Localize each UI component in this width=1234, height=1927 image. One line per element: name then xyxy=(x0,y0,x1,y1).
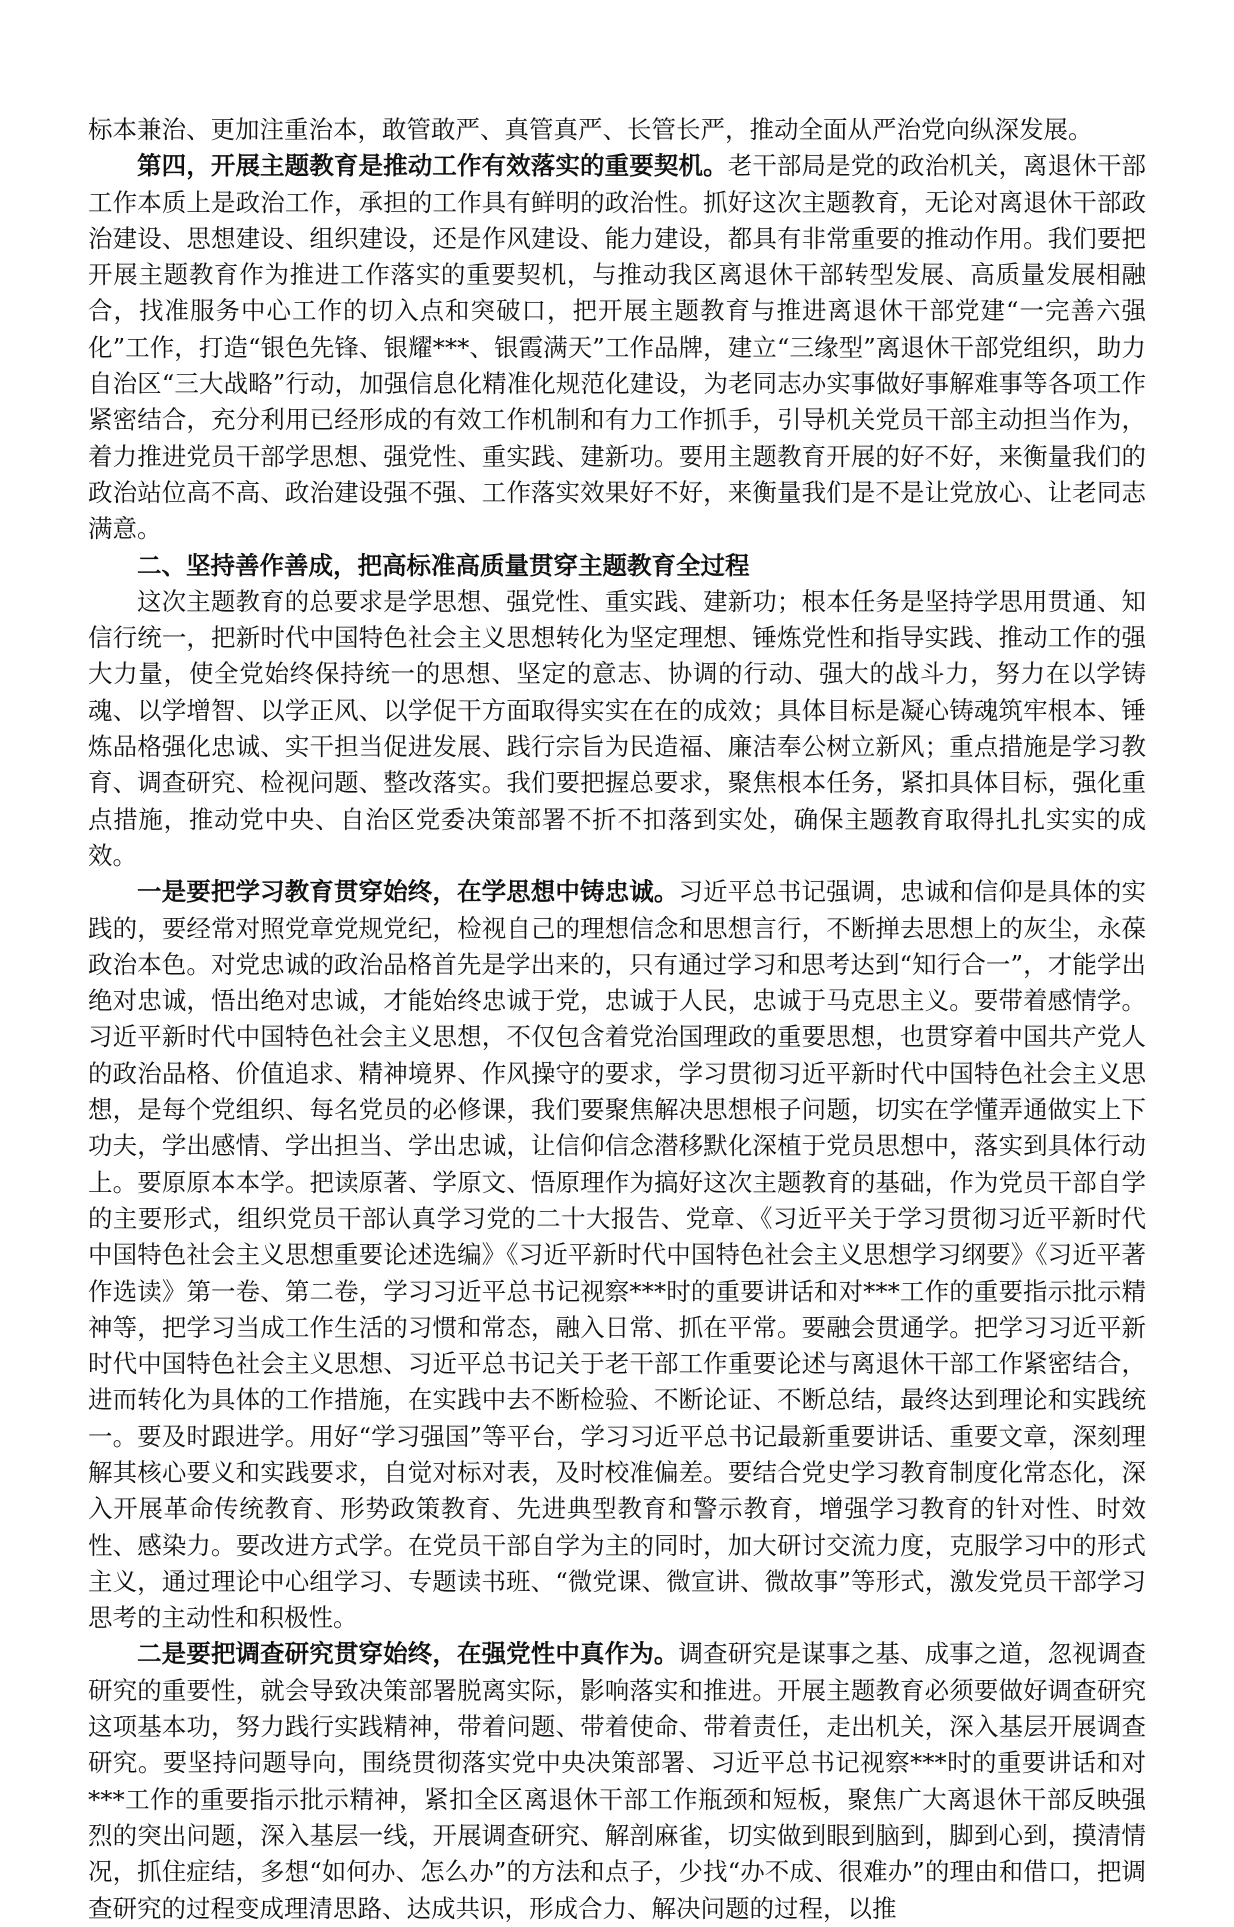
paragraph-body-fourth: 老干部局是党的政治机关，离退休干部工作本质上是政治工作，承担的工作具有鲜明的政治性。抓好这次主题教育，无论对离退休干部政治建设、思想建设、组织建设，还是作风建设、能力建设，都具有非常重要的推动作用。我们要把开展主题教育作为推进工作落实的重要契机，与推动我区离退休干部转型发展、高质量发展相融合，找准服务中心工作的切入点和突破口，把开展主题教育与推进离退休干部党建“一完善六强化”工作，打造“银色先锋、银耀***、银霞满天”工作品牌，建立“三缘型”离退休干部党组织，助力自治区“三大战略”行动，加强信息化精准化规范化建设，为老同志办实事做好事解难事等各项工作紧密结合，充分利用已经形成的有效工作机制和有力工作抓手，引导机关党员干部主动担当作为，着力推进党员干部学思想、强党性、重实践、建新功。要用主题教育开展的好不好，来衡量我们的政治站位高不高、政治建设强不强、工作落实效果好不好，来衡量我们是不是让党放心、让老同志满意。 xyxy=(88,151,1147,544)
paragraph-body-research: 调查研究是谋事之基、成事之道，忽视调查研究的重要性，就会导致决策部署脱离实际，影响落实和推进。开展主题教育必须要做好调查研究这项基本功，努力践行实践精神，带着问题、带着使命、带着责任，走出机关，深入基层开展调查研究。要坚持问题导向，围绕贯彻落实党中央决策部署、习近平总书记视察***时的重要讲话和对***工作的重要指示批示精神，紧扣全区离退休干部工作瓶颈和短板，聚焦广大离退休干部反映强烈的突出问题，深入基层一线，开展调查研究、解剖麻雀，切实做到眼到脑到，脚到心到，摸清情况，抓住症结，多想“如何办、怎么办”的方法和点子，少找“办不成、很难办”的理由和借口，把调查研究的过程变成理清思路、达成共识，形成合力、解决问题的过程，以推 xyxy=(88,1639,1147,1923)
paragraph-fourth-point xyxy=(88,148,1146,547)
section-heading-two-text: 二、坚持善作善成，把高标准高质量贯穿主题教育全过程 xyxy=(137,550,750,580)
section-heading-two xyxy=(88,548,1146,584)
paragraph-lead-fourth: 第四，开展主题教育是推动工作有效落实的重要契机。 xyxy=(137,151,728,181)
paragraph-investigation-research xyxy=(88,1636,1146,1926)
paragraph-lead-study: 一是要把学习教育贯穿始终，在学思想中铸忠诚。 xyxy=(137,877,679,907)
paragraph-body-study: 习近平总书记强调，忠诚和信仰是具体的实践的，要经常对照党章党规党纪，检视自己的理想信念和思想言行，不断掸去思想上的灰尘，永葆政治本色。对党忠诚的政治品格首先是学出来的，只有通过学习和思考达到“知行合一”，才能学出绝对忠诚，悟出绝对忠诚，才能始终忠诚于党，忠诚于人民，忠诚于马克思主义。要带着感情学。习近平新时代中国特色社会主义思想，不仅包含着党治国理政的重要思想，也贯穿着中国共产党人的政治品格、价值追求、精神境界、作风操守的要求，学习贯彻习近平新时代中国特色社会主义思想，是每个党组织、每名党员的必修课，我们要聚焦解决思想根子问题，切实在学懂弄通做实上下功夫，学出感情、学出担当、学出忠诚，让信仰信念潜移默化深植于党员思想中，落实到具体行动上。要原原本本学。把读原著、学原文、悟原理作为搞好这次主题教育的基础，作为党员干部自学的主要形式，组织党员干部认真学习党的二十大报告、党章、《习近平关于学习贯彻习近平新时代中国特色社会主义思想重要论述选编》《习近平新时代中国特色社会主义思想学习纲要》《习近平著作选读》第一卷、第二卷，学习习近平总书记视察***时的重要讲话和对***工作的重要指示批示精神等，把学习当成工作生活的习惯和常态，融入日常、抓在平常。要融会贯通学。把学习习近平新时代中国特色社会主义思想、习近平总书记关于老干部工作重要论述与离退休干部工作紧密结合，进而转化为具体的工作措施，在实践中去不断检验、不断论证、不断总结，最终达到理论和实践统一。要及时跟进学。用好“学习强国”等平台，学习习近平总书记最新重要讲话、重要文章，深刻理解其核心要义和实践要求，自觉对标对表，及时校准偏差。要结合党史学习教育制度化常态化，深入开展革命传统教育、形势政策教育、先进典型教育和警示教育，增强学习教育的针对性、时效性、感染力。要改进方式学。在党员干部自学为主的同时，加大研讨交流力度，克服学习中的形式主义，通过理论中心组学习、专题读书班、“微党课、微宣讲、微故事”等形式，激发党员干部学习思考的主动性和积极性。 xyxy=(88,877,1147,1633)
paragraph-continuation: 标本兼治、更加注重治本，敢管敢严、真管真严、长管长严，推动全面从严治党向纵深发展。 xyxy=(88,115,1093,144)
paragraph-general-requirements: 这次主题教育的总要求是学思想、强党性、重实践、建新功；根本任务是坚持学思用贯通、知信行统一，把新时代中国特色社会主义思想转化为坚定理想、锤炼党性和指导实践、推动工作的强大力量，使全党始终保持统一的思想、坚定的意志、协调的行动、强大的战斗力，努力在以学铸魂、以学增智、以学正风、以学促干方面取得实实在在的成效；具体目标是凝心铸魂筑牢根本、锤炼品格强化忠诚、实干担当促进发展、践行宗旨为民造福、廉洁奉公树立新风；重点措施是学习教育、调查研究、检视问题、整改落实。我们要把握总要求，聚焦根本任务，紧扣具体目标，强化重点措施，推动党中央、自治区党委决策部署不折不扣落到实处，确保主题教育取得扎扎实实的成效。 xyxy=(88,586,1146,870)
document-page xyxy=(88,112,1146,1927)
paragraph-study-education xyxy=(88,874,1146,1636)
paragraph-lead-research: 二是要把调查研究贯穿始终，在强党性中真作为。 xyxy=(137,1639,679,1669)
